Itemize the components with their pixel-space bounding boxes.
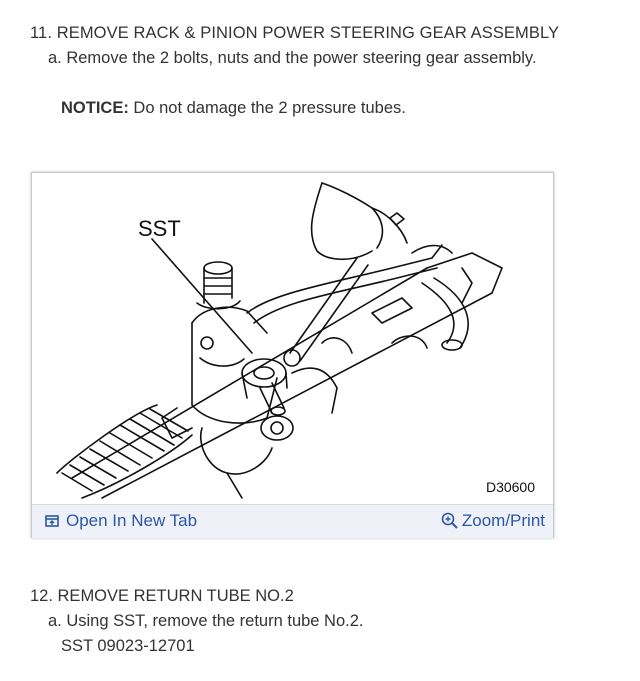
zoom-print-link[interactable] bbox=[441, 511, 545, 531]
notice-text: Do not damage the 2 pressure tubes. bbox=[128, 99, 406, 117]
step-12-substep-a: a. Using SST, remove the return tube No.2. bbox=[48, 612, 364, 630]
zoom-print-label: Zoom/Print bbox=[461, 511, 545, 530]
notice-label: NOTICE: bbox=[61, 99, 129, 117]
sst-part-number: SST 09023-12701 bbox=[61, 637, 195, 655]
zoom-in-icon bbox=[441, 512, 459, 530]
steering-gear-illustration bbox=[32, 173, 553, 503]
open-tab-icon bbox=[44, 513, 60, 529]
sst-callout: SST bbox=[138, 216, 181, 241]
figure-code: D30600 bbox=[485, 479, 535, 495]
step-11-title: 11. REMOVE RACK & PINION POWER STEERING GEAR ASSEMBLY bbox=[30, 24, 560, 42]
figure-toolbar bbox=[32, 504, 553, 538]
notice bbox=[61, 99, 406, 118]
figure-card bbox=[31, 172, 554, 538]
open-in-new-tab-link[interactable] bbox=[44, 511, 197, 531]
step-12-title: 12. REMOVE RETURN TUBE NO.2 bbox=[30, 587, 294, 605]
open-in-new-tab-label: Open In New Tab bbox=[66, 511, 198, 530]
step-11-substep-a: a. Remove the 2 bolts, nuts and the power steering gear assembly. bbox=[48, 49, 537, 67]
